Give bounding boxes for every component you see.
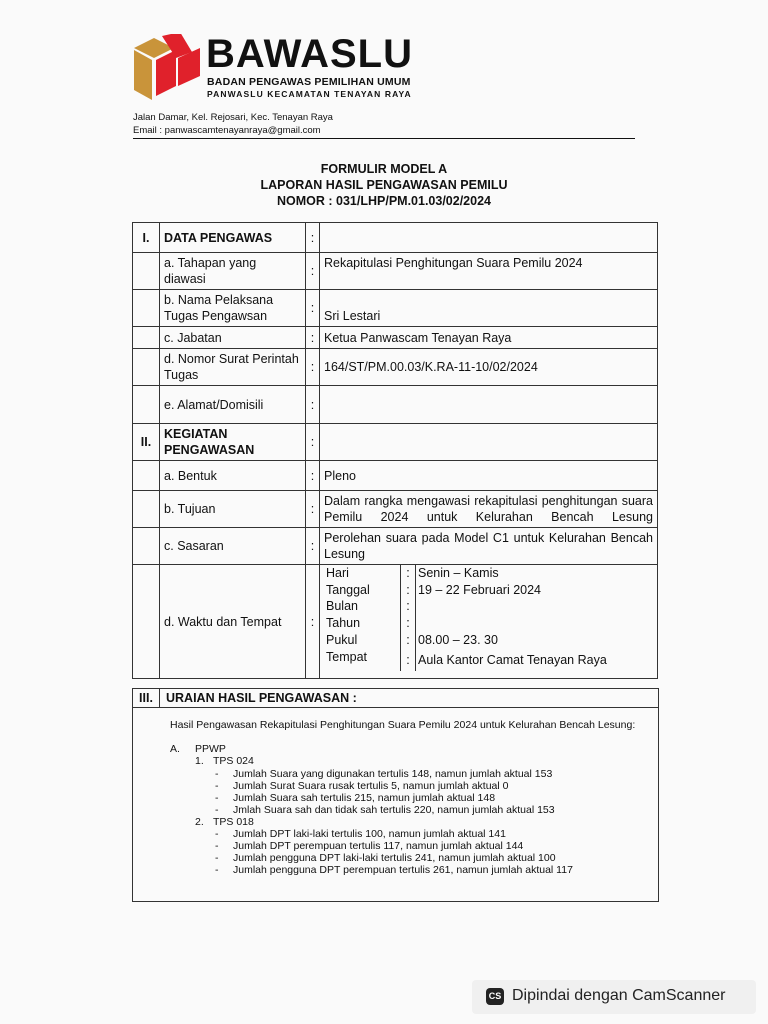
row-value: Rekapitulasi Penghitungan Suara Pemilu 2024 [320,253,658,290]
section-num: III. [133,689,160,707]
waktu-row: Tempat : Aula Kantor Camat Tenayan Raya [324,649,657,672]
row-value: Sri Lestari [320,290,658,327]
list-item: Jumlah DPT laki-laki tertulis 100, namun jumlah aktual 141 [233,828,506,840]
row-value: Perolehan suara pada Model C1 untuk Kelurahan Bencah Lesung [320,528,658,565]
row-label: c. Sasaran [160,528,306,565]
section-2-header: II. KEGIATAN PENGAWASAN : [133,424,658,461]
row-value [320,386,658,424]
bawaslu-logo-icon [132,34,202,106]
row-label: e. Alamat/Domisili [160,386,306,424]
brand-office: PANWASLU KECAMATAN TENAYAN RAYA [207,89,412,99]
waktu-row: Pukul : 08.00 – 23. 30 [326,632,498,647]
report-number: NOMOR : 031/LHP/PM.01.03/02/2024 [277,194,491,208]
camscanner-watermark [472,980,756,1014]
office-address: Jalan Damar, Kel. Rejosari, Kec. Tenayan Raya [133,112,333,123]
row-value: Ketua Panwascam Tenayan Raya [320,327,658,349]
section-3-header [133,689,658,708]
row-label: d. Waktu dan Tempat [160,565,306,679]
camscanner-logo-icon: CS [486,988,504,1005]
row-value: Dalam rangka mengawasi rekapitulasi penghitungan suara Pemilu 2024 untuk Kelurahan Bencah Lesung [320,491,658,528]
row-label: b. Tujuan [160,491,306,528]
waktu-row: Hari : Senin – Kamis [326,566,499,580]
watermark-text: Dipindai dengan CamScanner [512,987,726,1004]
section-label: KEGIATAN PENGAWASAN [160,424,306,461]
list-item: Jmlah Suara sah dan tidak sah tertulis 220, namun jumlah aktual 153 [233,804,555,816]
form-row: b. Tujuan : Dalam rangka mengawasi rekapitulasi penghitungan suara Pemilu 2024 untuk Kelurahan Bencah Lesung [133,491,658,528]
section-num: I. [133,223,160,253]
form-row: e. Alamat/Domisili : [133,386,658,424]
section-label: DATA PENGAWAS [160,223,306,253]
brand-name: BAWASLU [206,32,413,76]
list-item: Jumlah pengguna DPT laki-laki tertulis 241, namun jumlah aktual 100 [233,852,556,864]
section-1-header: I. DATA PENGAWAS : [133,223,658,253]
waktu-row: Tahun : [324,615,657,632]
form-row: d. Nomor Surat Perintah Tugas : 164/ST/PM.00.03/K.RA-11-10/02/2024 [133,349,658,386]
form-row: a. Bentuk : Pleno [133,461,658,491]
list-item: Jumlah DPT perempuan tertulis 117, namun jumlah aktual 144 [233,840,524,852]
brand-subtitle: BADAN PENGAWAS PEMILIHAN UMUM [207,76,411,88]
form-row: c. Jabatan : Ketua Panwascam Tenayan Raya [133,327,658,349]
list-item: Jumlah Surat Suara rusak tertulis 5, namun jumlah aktual 0 [233,780,509,792]
row-value: Pleno [320,461,658,491]
form-row-waktu: d. Waktu dan Tempat : Hari : Senin – Kamis Tanggal : 19 – 22 Februari 2024 Bulan : Tahun : Pukul : 08.00 – 23. 30 Tempat : Aula Kantor Camat Tenayan Raya [133,565,658,679]
tps-marker: 1. [195,755,204,767]
header-divider [133,138,635,139]
tps-name: TPS 024 [213,755,254,767]
tps-marker: 2. [195,816,204,828]
report-title: LAPORAN HASIL PENGAWASAN PEMILU [260,178,508,192]
list-item: Jumlah pengguna DPT perempuan tertulis 261, namun jumlah aktual 117 [233,864,573,876]
office-email: Email : panwascamtenayanraya@gmail.com [133,125,321,136]
row-label: c. Jabatan [160,327,306,349]
section-num: II. [133,424,160,461]
report-form-table [132,222,658,679]
list-item: Jumlah Suara sah tertulis 215, namun jumlah aktual 148 [233,792,496,804]
row-label: a. Tahapan yang diawasi [160,253,306,290]
group-marker: A. [170,743,180,755]
results-intro: Hasil Pengawasan Rekapitulasi Penghitungan Suara Pemilu 2024 untuk Kelurahan Bencah Lesung: [170,719,636,731]
row-label: d. Nomor Surat Perintah Tugas [160,349,306,386]
waktu-row: Tanggal : 19 – 22 Februari 2024 [326,582,542,597]
waktu-row: Bulan : [324,598,657,615]
section-label: URAIAN HASIL PENGAWASAN : [166,691,357,705]
group-name: PPWP [195,743,226,755]
form-row: a. Tahapan yang diawasi : Rekapitulasi Penghitungan Suara Pemilu 2024 [133,253,658,290]
list-item: Jumlah Suara yang digunakan tertulis 148, namun jumlah aktual 153 [233,768,553,780]
form-title: FORMULIR MODEL A [320,162,448,176]
row-value: 164/ST/PM.00.03/K.RA-11-10/02/2024 [320,349,658,386]
section-3-box: III. URAIAN HASIL PENGAWASAN : Hasil Pengawasan Rekapitulasi Penghitungan Suara Pemilu 2024 untuk Kelurahan Bencah Lesung: A. PPWP 1. TPS 024 - Jumlah Suara yang digunakan tertulis 148, namun jumlah aktual 153 - Jumlah Surat Suara rusak tertulis 5, namun jumlah aktual 0 - Jumlah Suara sah tertulis 215, namun jumlah aktual 148 - Jmlah Suara sah dan tidak sah tertulis 220, namun jumlah aktual 153 2. TPS 018 - Jumlah DPT laki-laki tertulis 100, namun jumlah aktual 141 - Jumlah DPT perempuan tertulis 117, namun jumlah aktual 144 - Jumlah pengguna DPT laki-laki tertulis 241, namun jumlah aktual 100 - Jumlah pengguna DPT perempuan tertulis 261, namun jumlah aktual 117 [132,688,659,902]
tps-name: TPS 018 [213,816,254,828]
form-row: b. Nama Pelaksana Tugas Pengawsan : Sri Lestari [133,290,658,327]
waktu-table [324,565,657,671]
row-label: b. Nama Pelaksana Tugas Pengawsan [160,290,306,327]
form-row: c. Sasaran : Perolehan suara pada Model C1 untuk Kelurahan Bencah Lesung [133,528,658,565]
row-label: a. Bentuk [160,461,306,491]
